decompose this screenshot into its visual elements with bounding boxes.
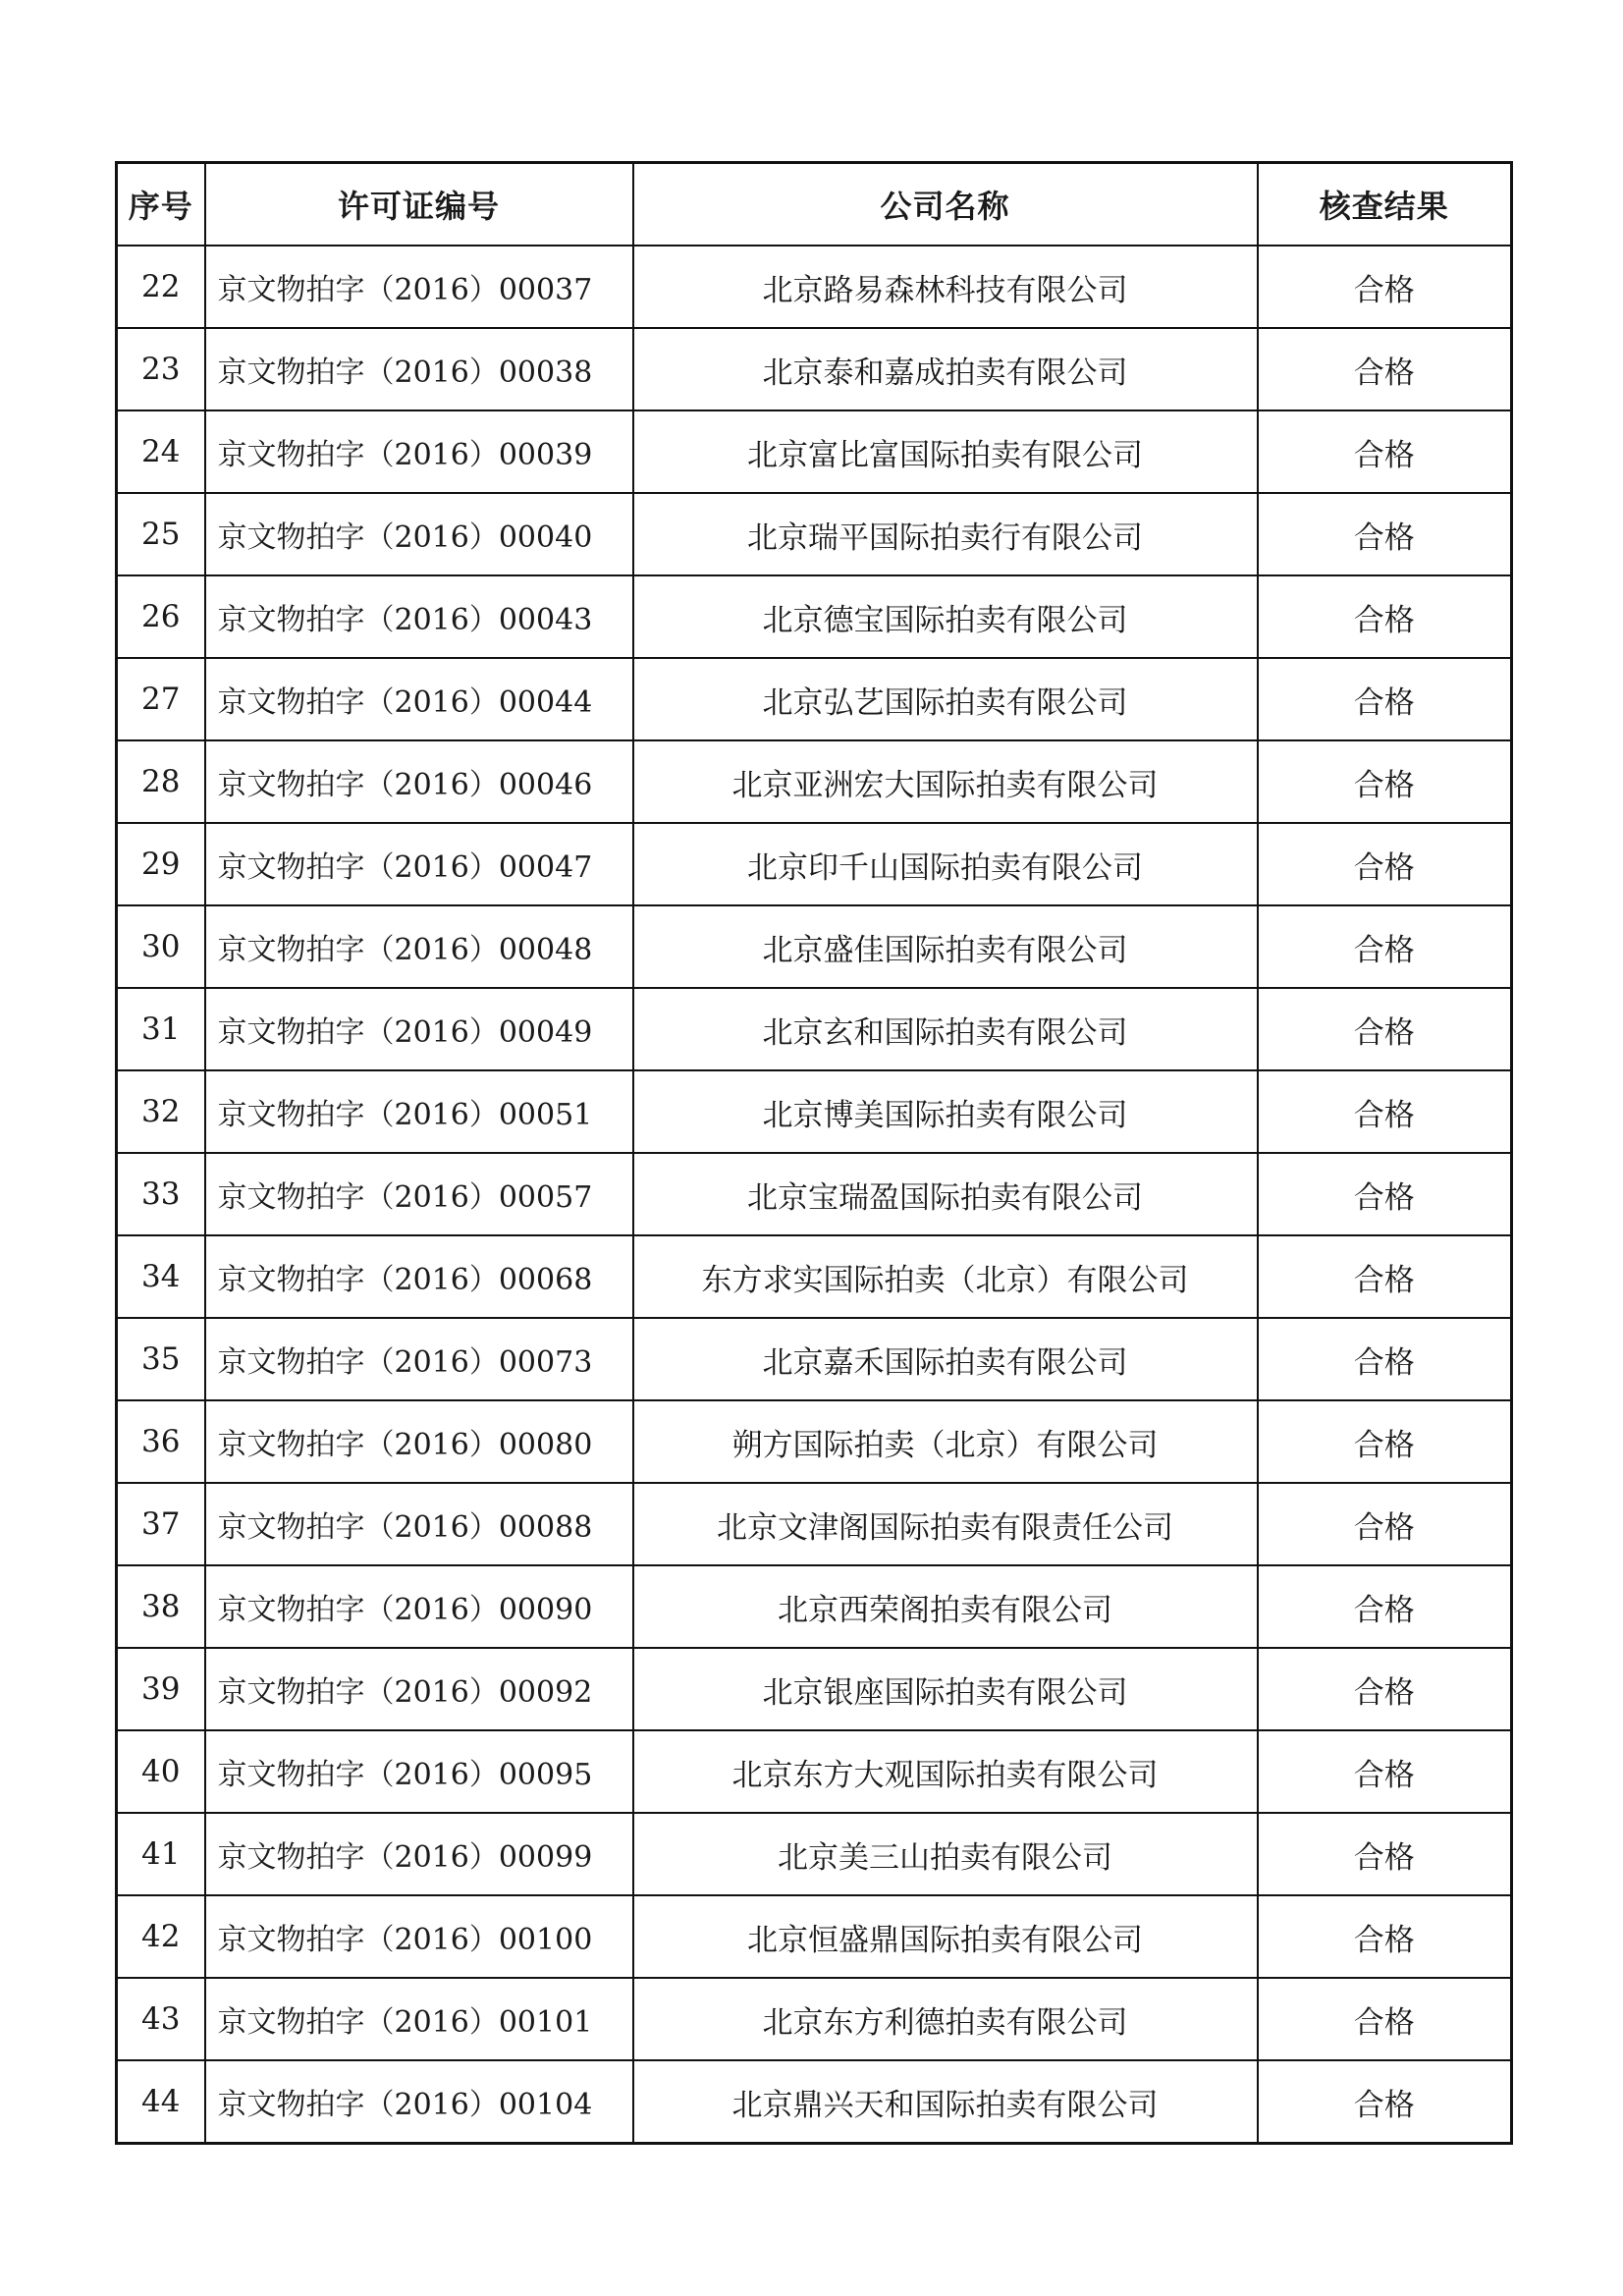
table-row [117, 493, 1512, 575]
row-license-number: 京文物拍字（2016）00090 [205, 1565, 633, 1648]
row-license-number: 京文物拍字（2016）00038 [205, 328, 633, 410]
row-company-name: 北京弘艺国际拍卖有限公司 [633, 658, 1258, 740]
row-serial-number: 35 [117, 1318, 205, 1400]
row-license-number: 京文物拍字（2016）00051 [205, 1070, 633, 1153]
row-check-result: 合格 [1258, 575, 1512, 658]
row-serial-number: 38 [117, 1565, 205, 1648]
row-license-number: 京文物拍字（2016）00040 [205, 493, 633, 575]
row-license-number: 京文物拍字（2016）00044 [205, 658, 633, 740]
row-license-number: 京文物拍字（2016）00092 [205, 1648, 633, 1730]
row-serial-number: 34 [117, 1235, 205, 1318]
table-row [117, 1730, 1512, 1813]
row-check-result: 合格 [1258, 1813, 1512, 1895]
row-company-name: 朔方国际拍卖（北京）有限公司 [633, 1400, 1258, 1483]
row-company-name: 北京泰和嘉成拍卖有限公司 [633, 328, 1258, 410]
row-check-result: 合格 [1258, 658, 1512, 740]
row-company-name: 北京东方大观国际拍卖有限公司 [633, 1730, 1258, 1813]
row-check-result: 合格 [1258, 1895, 1512, 1978]
row-check-result: 合格 [1258, 905, 1512, 988]
row-check-result: 合格 [1258, 1070, 1512, 1153]
row-license-number: 京文物拍字（2016）00039 [205, 410, 633, 493]
row-company-name: 北京美三山拍卖有限公司 [633, 1813, 1258, 1895]
row-company-name: 东方求实国际拍卖（北京）有限公司 [633, 1235, 1258, 1318]
table-row [117, 1235, 1512, 1318]
row-company-name: 北京亚洲宏大国际拍卖有限公司 [633, 740, 1258, 823]
table-row [117, 328, 1512, 410]
table-row [117, 988, 1512, 1070]
row-check-result: 合格 [1258, 1483, 1512, 1565]
row-check-result: 合格 [1258, 1730, 1512, 1813]
row-license-number: 京文物拍字（2016）00068 [205, 1235, 633, 1318]
table-row [117, 575, 1512, 658]
row-check-result: 合格 [1258, 1648, 1512, 1730]
row-serial-number: 23 [117, 328, 205, 410]
row-company-name: 北京富比富国际拍卖有限公司 [633, 410, 1258, 493]
row-license-number: 京文物拍字（2016）00073 [205, 1318, 633, 1400]
row-serial-number: 40 [117, 1730, 205, 1813]
row-serial-number: 39 [117, 1648, 205, 1730]
row-license-number: 京文物拍字（2016）00037 [205, 246, 633, 328]
row-serial-number: 41 [117, 1813, 205, 1895]
table-row [117, 740, 1512, 823]
table-row [117, 1648, 1512, 1730]
row-license-number: 京文物拍字（2016）00099 [205, 1813, 633, 1895]
header-company-name: 公司名称 [633, 163, 1258, 246]
table-row [117, 1318, 1512, 1400]
row-license-number: 京文物拍字（2016）00049 [205, 988, 633, 1070]
row-license-number: 京文物拍字（2016）00088 [205, 1483, 633, 1565]
row-check-result: 合格 [1258, 1235, 1512, 1318]
row-company-name: 北京银座国际拍卖有限公司 [633, 1648, 1258, 1730]
table-row [117, 246, 1512, 328]
row-serial-number: 30 [117, 905, 205, 988]
row-company-name: 北京宝瑞盈国际拍卖有限公司 [633, 1153, 1258, 1235]
table-row [117, 1813, 1512, 1895]
row-serial-number: 33 [117, 1153, 205, 1235]
table-row [117, 1400, 1512, 1483]
row-license-number: 京文物拍字（2016）00104 [205, 2060, 633, 2144]
table-row [117, 1153, 1512, 1235]
table-row [117, 2060, 1512, 2144]
row-license-number: 京文物拍字（2016）00043 [205, 575, 633, 658]
row-check-result: 合格 [1258, 1978, 1512, 2060]
table-row [117, 1070, 1512, 1153]
row-license-number: 京文物拍字（2016）00100 [205, 1895, 633, 1978]
row-serial-number: 42 [117, 1895, 205, 1978]
table-row [117, 1565, 1512, 1648]
header-license-number: 许可证编号 [205, 163, 633, 246]
row-company-name: 北京德宝国际拍卖有限公司 [633, 575, 1258, 658]
table-row [117, 658, 1512, 740]
header-serial-number: 序号 [117, 163, 205, 246]
row-check-result: 合格 [1258, 1565, 1512, 1648]
row-serial-number: 24 [117, 410, 205, 493]
table-row [117, 1978, 1512, 2060]
inspection-table [115, 161, 1513, 2145]
row-license-number: 京文物拍字（2016）00101 [205, 1978, 633, 2060]
row-serial-number: 22 [117, 246, 205, 328]
row-company-name: 北京博美国际拍卖有限公司 [633, 1070, 1258, 1153]
row-serial-number: 36 [117, 1400, 205, 1483]
row-license-number: 京文物拍字（2016）00095 [205, 1730, 633, 1813]
row-check-result: 合格 [1258, 1153, 1512, 1235]
row-serial-number: 44 [117, 2060, 205, 2144]
row-company-name: 北京瑞平国际拍卖行有限公司 [633, 493, 1258, 575]
row-check-result: 合格 [1258, 410, 1512, 493]
row-serial-number: 32 [117, 1070, 205, 1153]
row-license-number: 京文物拍字（2016）00046 [205, 740, 633, 823]
table-row [117, 1483, 1512, 1565]
header-check-result: 核查结果 [1258, 163, 1512, 246]
row-check-result: 合格 [1258, 1400, 1512, 1483]
row-serial-number: 29 [117, 823, 205, 905]
row-check-result: 合格 [1258, 823, 1512, 905]
row-company-name: 北京文津阁国际拍卖有限责任公司 [633, 1483, 1258, 1565]
row-check-result: 合格 [1258, 988, 1512, 1070]
table-row [117, 823, 1512, 905]
table-row [117, 410, 1512, 493]
table-header-row [117, 163, 1512, 246]
row-check-result: 合格 [1258, 328, 1512, 410]
table-body [117, 246, 1512, 2144]
row-company-name: 北京路易森林科技有限公司 [633, 246, 1258, 328]
table-row [117, 905, 1512, 988]
row-serial-number: 31 [117, 988, 205, 1070]
table-row [117, 1895, 1512, 1978]
row-check-result: 合格 [1258, 493, 1512, 575]
row-company-name: 北京玄和国际拍卖有限公司 [633, 988, 1258, 1070]
row-license-number: 京文物拍字（2016）00057 [205, 1153, 633, 1235]
row-company-name: 北京盛佳国际拍卖有限公司 [633, 905, 1258, 988]
row-serial-number: 28 [117, 740, 205, 823]
row-company-name: 北京印千山国际拍卖有限公司 [633, 823, 1258, 905]
row-company-name: 北京恒盛鼎国际拍卖有限公司 [633, 1895, 1258, 1978]
row-company-name: 北京东方利德拍卖有限公司 [633, 1978, 1258, 2060]
row-company-name: 北京西荣阁拍卖有限公司 [633, 1565, 1258, 1648]
row-check-result: 合格 [1258, 740, 1512, 823]
row-license-number: 京文物拍字（2016）00048 [205, 905, 633, 988]
row-check-result: 合格 [1258, 2060, 1512, 2144]
row-serial-number: 25 [117, 493, 205, 575]
row-license-number: 京文物拍字（2016）00047 [205, 823, 633, 905]
row-company-name: 北京嘉禾国际拍卖有限公司 [633, 1318, 1258, 1400]
row-serial-number: 26 [117, 575, 205, 658]
row-license-number: 京文物拍字（2016）00080 [205, 1400, 633, 1483]
row-serial-number: 37 [117, 1483, 205, 1565]
row-serial-number: 27 [117, 658, 205, 740]
row-check-result: 合格 [1258, 246, 1512, 328]
row-check-result: 合格 [1258, 1318, 1512, 1400]
row-serial-number: 43 [117, 1978, 205, 2060]
row-company-name: 北京鼎兴天和国际拍卖有限公司 [633, 2060, 1258, 2144]
